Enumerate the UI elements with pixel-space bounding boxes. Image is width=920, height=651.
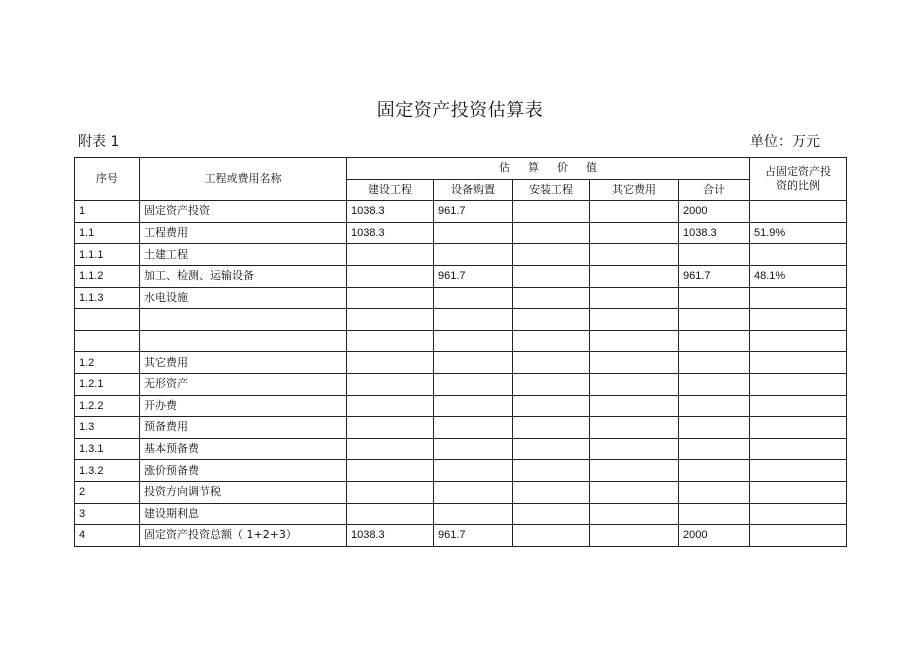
cell-equipment <box>434 244 513 266</box>
cell-seq: 1.3 <box>75 417 140 439</box>
header-row-top <box>75 158 847 180</box>
unit-label: 单位：万元 <box>750 134 820 150</box>
table-row <box>75 481 847 503</box>
cell-ratio <box>750 352 847 374</box>
cell-equipment <box>434 287 513 309</box>
cell-construction <box>347 244 434 266</box>
cell-name: 其它费用 <box>140 352 347 374</box>
cell-equipment <box>434 395 513 417</box>
cell-seq: 1.1 <box>75 222 140 244</box>
cell-total <box>679 417 750 439</box>
cell-installation <box>513 352 590 374</box>
cell-other <box>590 309 679 331</box>
cell-installation <box>513 265 590 287</box>
cell-total <box>679 395 750 417</box>
cell-total <box>679 352 750 374</box>
cell-installation <box>513 309 590 331</box>
cell-installation <box>513 373 590 395</box>
cell-seq: 1.2 <box>75 352 140 374</box>
cell-installation <box>513 481 590 503</box>
cell-ratio <box>750 373 847 395</box>
cell-construction <box>347 438 434 460</box>
cell-name: 加工、检测、运输设备 <box>140 265 347 287</box>
table-row <box>75 330 847 352</box>
cell-installation <box>513 201 590 223</box>
cell-total <box>679 309 750 331</box>
cell-construction <box>347 503 434 525</box>
cell-name: 涨价预备费 <box>140 460 347 482</box>
cell-seq: 3 <box>75 503 140 525</box>
cell-total: 1038.3 <box>679 222 750 244</box>
cell-name: 工程费用 <box>140 222 347 244</box>
cell-seq <box>75 330 140 352</box>
cell-ratio <box>750 330 847 352</box>
cell-name: 建设期利息 <box>140 503 347 525</box>
cell-name: 投资方向调节税 <box>140 481 347 503</box>
cell-total <box>679 460 750 482</box>
cell-equipment <box>434 417 513 439</box>
cell-total <box>679 330 750 352</box>
cell-installation <box>513 244 590 266</box>
header-seq: 序号 <box>75 158 140 201</box>
cell-installation <box>513 287 590 309</box>
cell-construction <box>347 265 434 287</box>
cell-ratio <box>750 438 847 460</box>
cell-equipment <box>434 373 513 395</box>
cell-construction <box>347 352 434 374</box>
table-row <box>75 417 847 439</box>
table-row <box>75 460 847 482</box>
cell-other <box>590 373 679 395</box>
cell-other <box>590 201 679 223</box>
cell-construction <box>347 309 434 331</box>
table-row <box>75 265 847 287</box>
cell-name: 预备费用 <box>140 417 347 439</box>
cell-ratio <box>750 244 847 266</box>
cell-other <box>590 287 679 309</box>
cell-name <box>140 309 347 331</box>
cell-name: 无形资产 <box>140 373 347 395</box>
cell-installation <box>513 330 590 352</box>
cell-construction: 1038.3 <box>347 525 434 547</box>
cell-equipment <box>434 330 513 352</box>
cell-total: 2000 <box>679 201 750 223</box>
cell-other <box>590 417 679 439</box>
cell-name: 固定资产投资 <box>140 201 347 223</box>
cell-other <box>590 244 679 266</box>
header-construction: 建设工程 <box>347 179 434 201</box>
cell-ratio <box>750 309 847 331</box>
page-title: 固定资产投资估算表 <box>376 100 544 121</box>
cell-equipment <box>434 222 513 244</box>
cell-total: 2000 <box>679 525 750 547</box>
cell-equipment: 961.7 <box>434 265 513 287</box>
cell-name: 开办费 <box>140 395 347 417</box>
cell-construction <box>347 395 434 417</box>
table-row <box>75 287 847 309</box>
header-equipment: 设备购置 <box>434 179 513 201</box>
cell-installation <box>513 395 590 417</box>
cell-construction <box>347 373 434 395</box>
cell-other <box>590 395 679 417</box>
cell-ratio <box>750 481 847 503</box>
cell-equipment <box>434 481 513 503</box>
cell-seq: 1.2.1 <box>75 373 140 395</box>
table-row <box>75 438 847 460</box>
header-installation: 安装工程 <box>513 179 590 201</box>
cell-name <box>140 330 347 352</box>
cell-other <box>590 460 679 482</box>
table-body <box>75 201 847 547</box>
table-row <box>75 201 847 223</box>
cell-seq: 4 <box>75 525 140 547</box>
cell-seq: 1.1.3 <box>75 287 140 309</box>
investment-estimate-table <box>74 157 847 547</box>
cell-ratio <box>750 460 847 482</box>
table-row <box>75 244 847 266</box>
cell-other <box>590 481 679 503</box>
table-row <box>75 503 847 525</box>
cell-construction <box>347 330 434 352</box>
cell-other <box>590 330 679 352</box>
cell-ratio <box>750 287 847 309</box>
header-ratio-line1: 占固定资产投 <box>765 165 831 179</box>
cell-total <box>679 438 750 460</box>
cell-construction <box>347 481 434 503</box>
table-row <box>75 395 847 417</box>
cell-equipment <box>434 352 513 374</box>
cell-installation <box>513 438 590 460</box>
cell-other <box>590 265 679 287</box>
cell-ratio: 51.9% <box>750 222 847 244</box>
cell-seq: 2 <box>75 481 140 503</box>
header-ratio-line2: 资的比例 <box>776 179 820 193</box>
cell-ratio <box>750 417 847 439</box>
header-other: 其它费用 <box>590 179 679 201</box>
table-row <box>75 352 847 374</box>
cell-name: 土建工程 <box>140 244 347 266</box>
header-name: 工程或费用名称 <box>140 158 347 201</box>
cell-construction: 1038.3 <box>347 201 434 223</box>
cell-name: 基本预备费 <box>140 438 347 460</box>
cell-total <box>679 373 750 395</box>
cell-equipment: 961.7 <box>434 201 513 223</box>
cell-other <box>590 525 679 547</box>
header-ratio <box>750 158 847 201</box>
cell-total <box>679 244 750 266</box>
attachment-label: 附表 1 <box>78 134 120 150</box>
cell-construction: 1038.3 <box>347 222 434 244</box>
cell-seq: 1.3.2 <box>75 460 140 482</box>
cell-installation <box>513 222 590 244</box>
cell-installation <box>513 417 590 439</box>
cell-total: 961.7 <box>679 265 750 287</box>
table-row <box>75 525 847 547</box>
table-row <box>75 373 847 395</box>
cell-equipment <box>434 438 513 460</box>
cell-seq <box>75 309 140 331</box>
cell-ratio <box>750 525 847 547</box>
cell-construction <box>347 287 434 309</box>
cell-ratio: 48.1% <box>750 265 847 287</box>
cell-total <box>679 287 750 309</box>
cell-name: 固定资产投资总额（ 1+2+3） <box>140 525 347 547</box>
cell-equipment <box>434 309 513 331</box>
cell-total <box>679 481 750 503</box>
table-row <box>75 309 847 331</box>
cell-ratio <box>750 395 847 417</box>
cell-equipment <box>434 460 513 482</box>
cell-other <box>590 503 679 525</box>
cell-other <box>590 438 679 460</box>
header-total: 合计 <box>679 179 750 201</box>
cell-ratio <box>750 201 847 223</box>
cell-seq: 1.3.1 <box>75 438 140 460</box>
cell-total <box>679 503 750 525</box>
cell-installation <box>513 460 590 482</box>
cell-seq: 1.2.2 <box>75 395 140 417</box>
cell-seq: 1.1.2 <box>75 265 140 287</box>
cell-construction <box>347 417 434 439</box>
cell-installation <box>513 503 590 525</box>
cell-construction <box>347 460 434 482</box>
cell-other <box>590 352 679 374</box>
cell-other <box>590 222 679 244</box>
cell-equipment <box>434 503 513 525</box>
table-row <box>75 222 847 244</box>
header-estimate-group-text: 估算价值 <box>499 161 615 175</box>
cell-seq: 1 <box>75 201 140 223</box>
cell-seq: 1.1.1 <box>75 244 140 266</box>
cell-installation <box>513 525 590 547</box>
cell-name: 水电设施 <box>140 287 347 309</box>
header-estimate-group <box>347 158 750 180</box>
cell-equipment: 961.7 <box>434 525 513 547</box>
cell-ratio <box>750 503 847 525</box>
